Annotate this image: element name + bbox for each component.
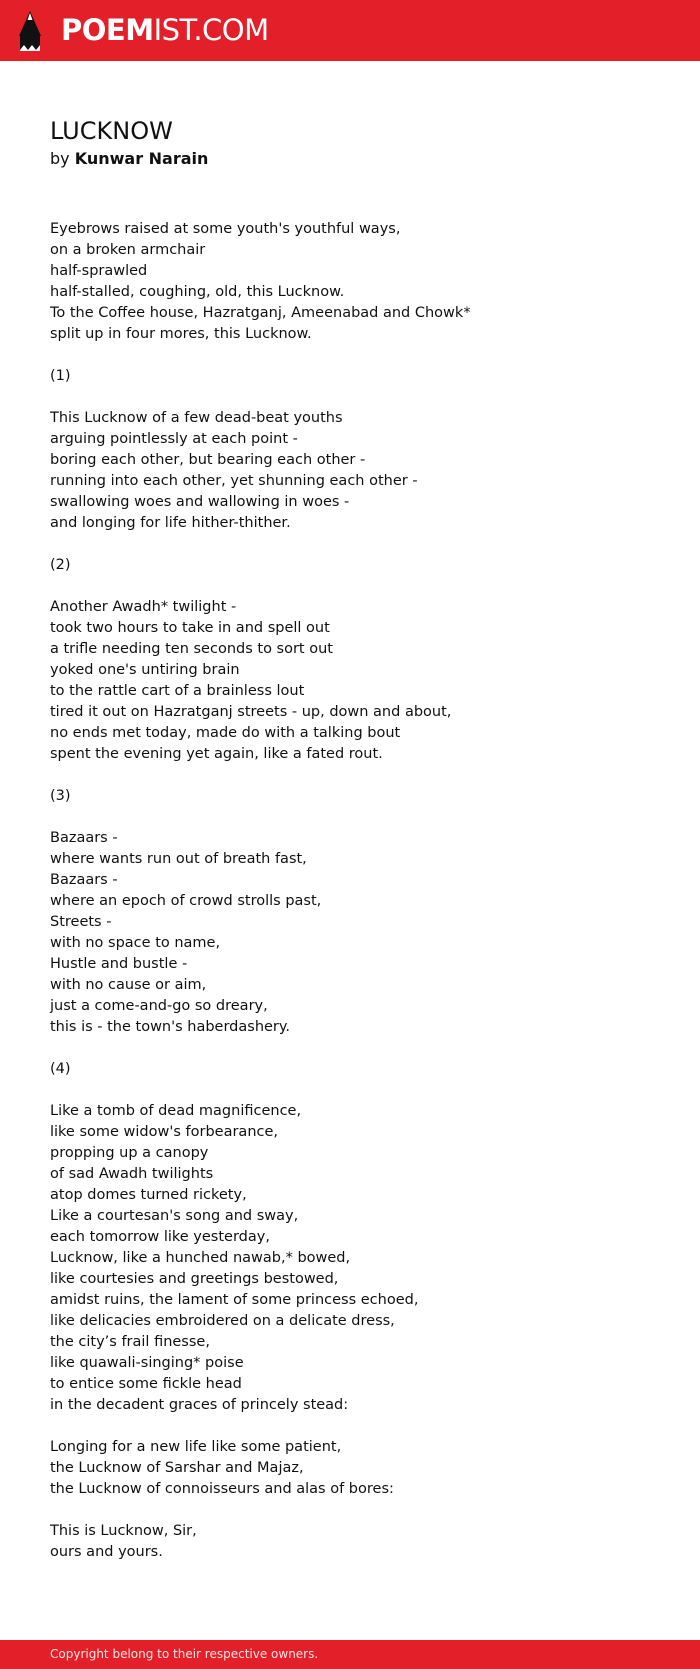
site-header xyxy=(0,0,700,61)
poem-title: LUCKNOW xyxy=(50,117,173,145)
pencil-icon[interactable] xyxy=(18,10,42,52)
byline-prefix: by xyxy=(50,149,70,168)
site-footer xyxy=(0,1640,700,1669)
site-logo[interactable] xyxy=(61,12,269,48)
logo-light-text: IST.COM xyxy=(153,13,269,47)
logo-bold-text: POEM xyxy=(61,13,154,47)
copyright-text: Copyright belong to their respective owners. xyxy=(50,1647,319,1661)
author-name: Kunwar Narain xyxy=(74,149,209,168)
poem-body: Eyebrows raised at some youth's youthful ways, on a broken armchair half-sprawled half-stalled, coughing, old, this Lucknow. To the Coffee house, Hazratganj, Ameenabad and Chowk* split up in four mores, this Lucknow. (1) This Lucknow of a few dead-beat youths arguing pointlessly at each point - boring each other, but bearing each other - running into each other, yet shunning each other - swallowing woes and wallowing in woes - and longing for life hither-thither. (2) Another Awadh* twilight - took two hours to take in and spell out a trifle needing ten seconds to sort out yoked one's untiring brain to the rattle cart of a brainless lout tired it out on Hazratganj streets - up, down and about, no ends met today, made do with a talking bout spent the evening yet again, like a fated rout. (3) Bazaars - where wants run out of breath fast, Bazaars - where an epoch of crowd strolls past, Streets - with no space to name, Hustle and bustle - with no cause or aim, just a come-and-go so dreary, this is - the town's haberdashery. (4) Like a tomb of dead magnificence, like some widow's forbearance, propping up a canopy of sad Awadh twilights atop domes turned rickety, Like a courtesan's song and sway, each tomorrow like yesterday, Lucknow, like a hunched nawab,* bowed, like courtesies and greetings bestowed, amidst ruins, the lament of some princess echoed, like delicacies embroidered on a delicate dress, the city’s frail finesse, like quawali-singing* poise to entice some fickle head in the decadent graces of princely stead: Longing for a new life like some patient, the Lucknow of Sarshar and Majaz, the Lucknow of connoisseurs and alas of bores: This is Lucknow, Sir, ours and yours. xyxy=(50,221,471,1560)
poem-byline xyxy=(50,147,208,171)
